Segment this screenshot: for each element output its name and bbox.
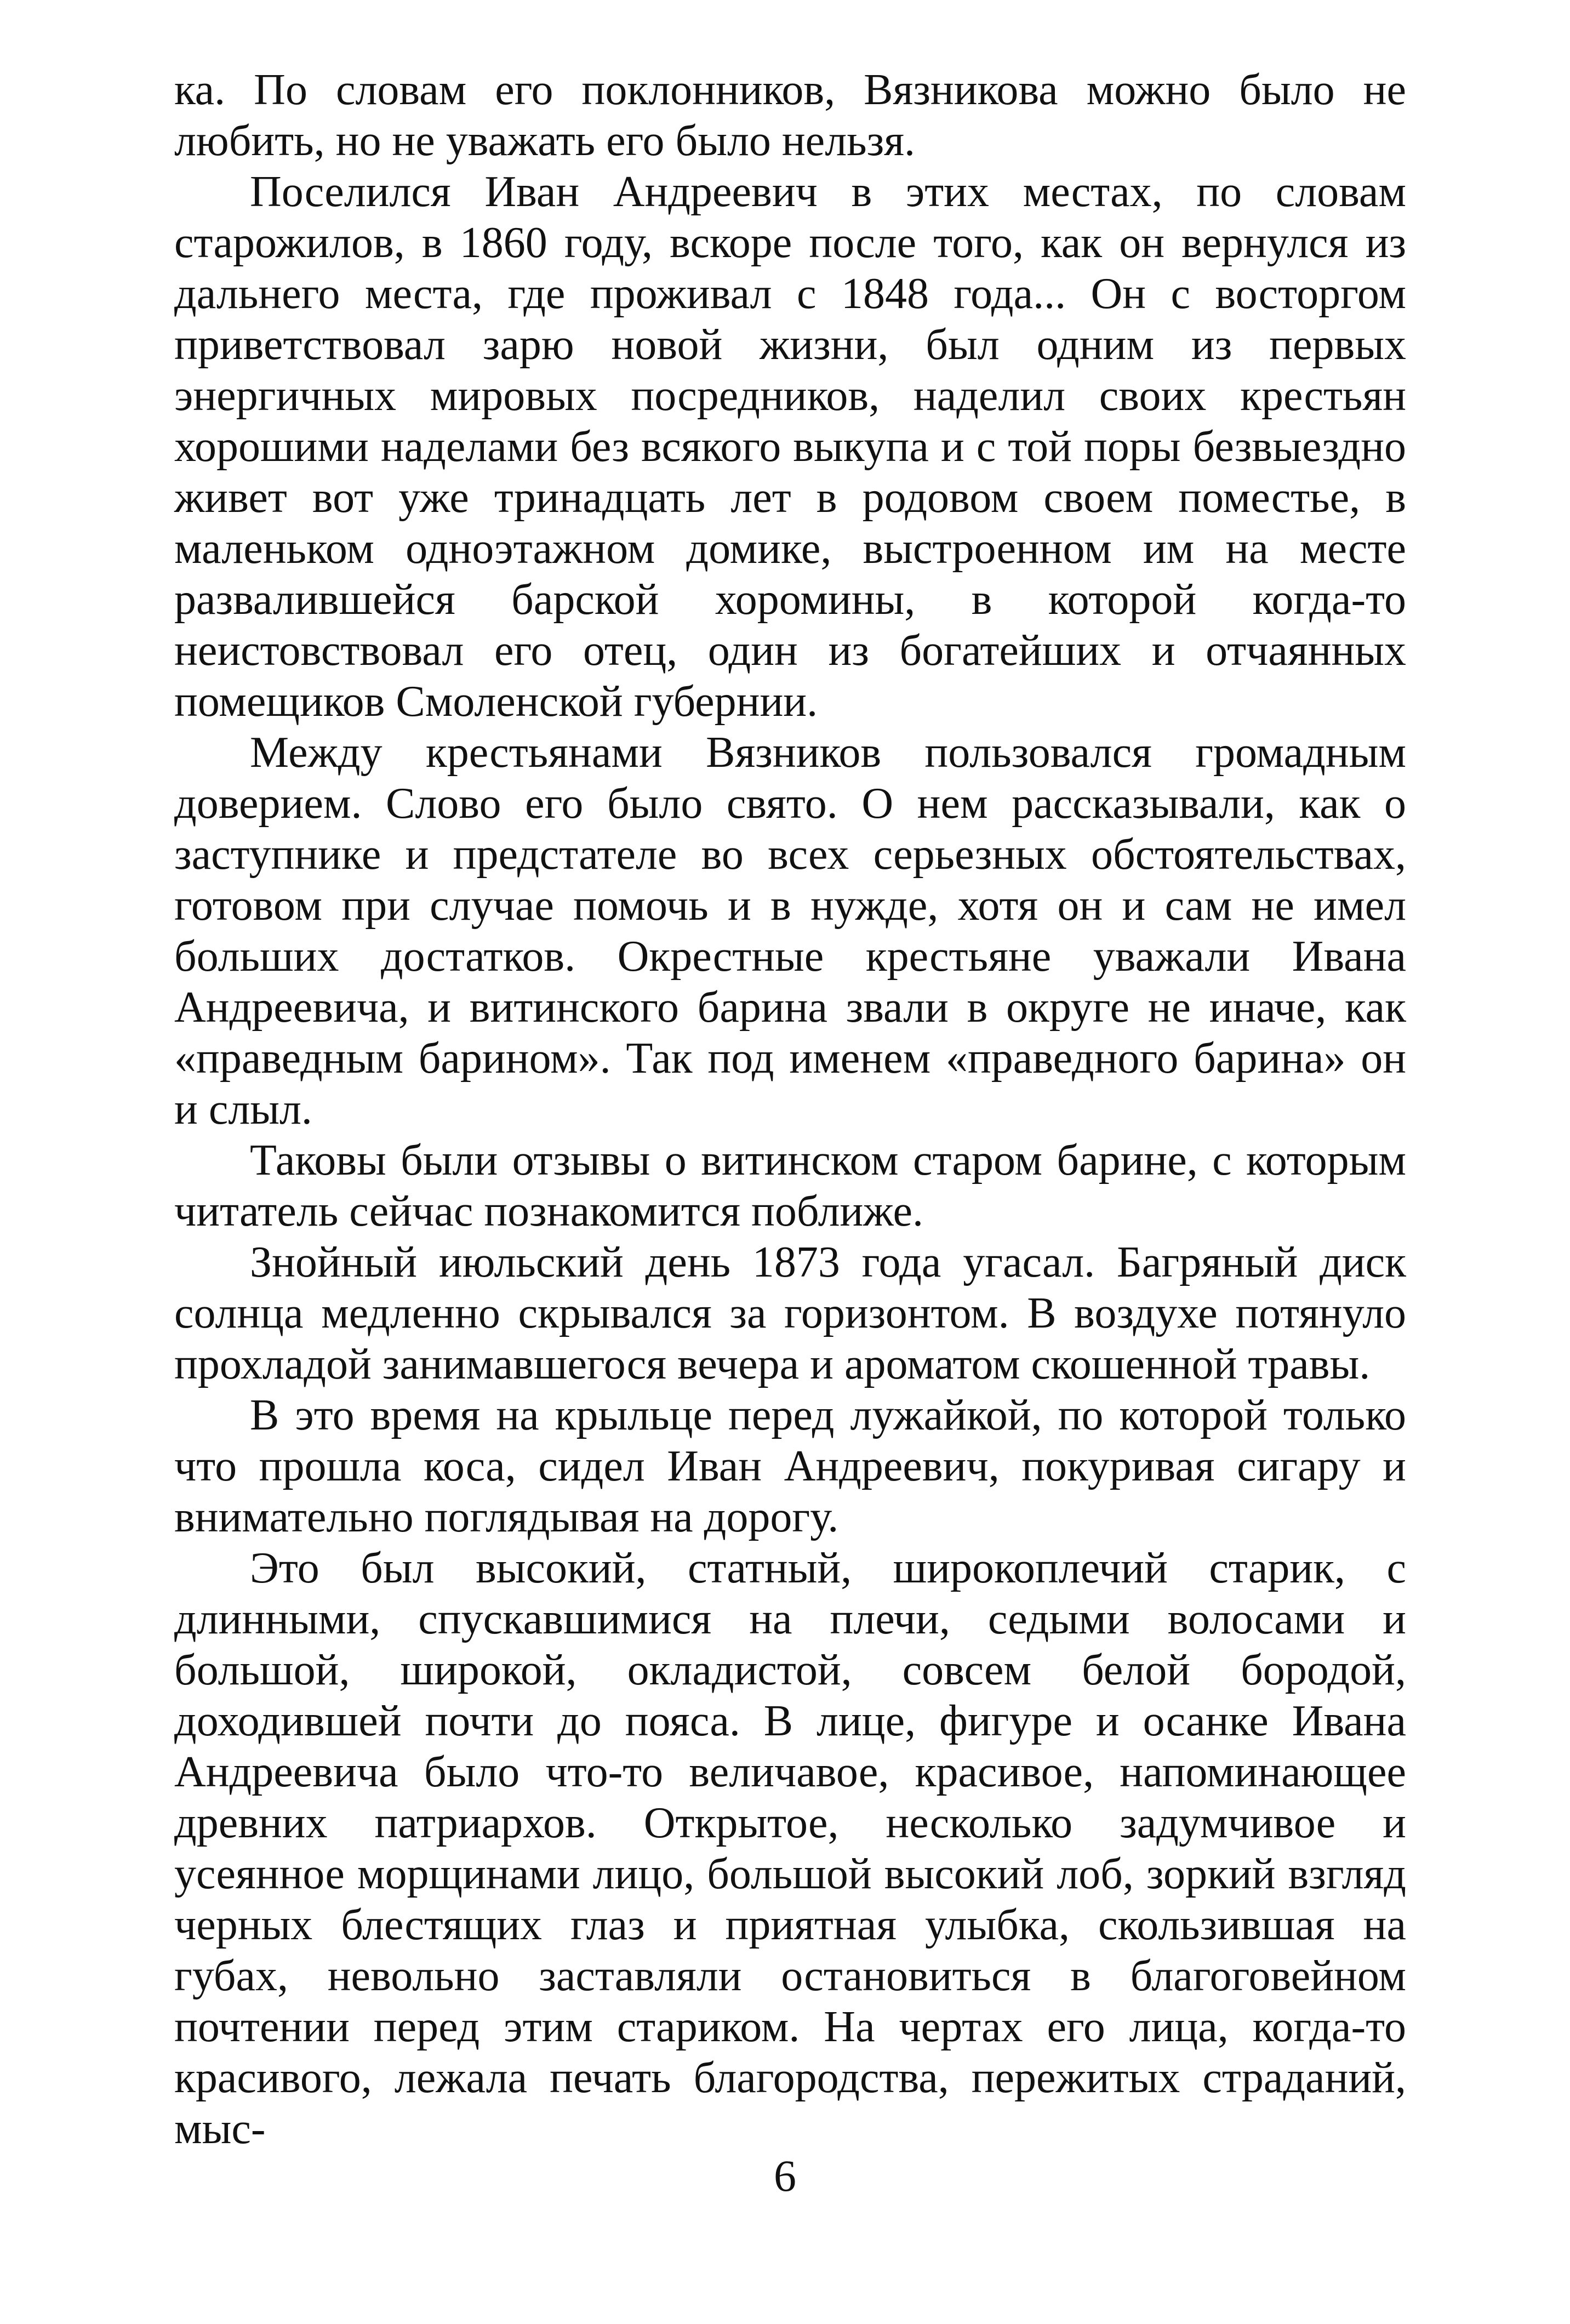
book-page [174,65,1406,2155]
paragraph-peasants-trust: Между крестьянами Вязников пользовался громадным доверием. Слово его было свято. О нем рассказывали, как о заступнике и предстателе во всех серьезных обстоятельствах, готовом при случае помочь и в нужде, хотя он и сам не имел больших достатков. Окрестные крестьяне уважали Ивана Андреевича, и витинского барина звали в округе не иначе, как «праведным барином». Так под именем «праведного барина» он и слыл. [174,728,1406,1133]
paragraph-july-evening: Знойный июльский день 1873 года угасал. Багряный диск солнца медленно скрывался за горизонтом. В воздухе потянуло прохладой занимавшегося вечера и ароматом скошенной травы. [174,1238,1406,1388]
page-number: 6 [774,2151,796,2201]
paragraph-porch: В это время на крыльце перед лужайкой, по которой только что прошла коса, сидел Иван Андреевич, покуривая сигару и внимательно поглядывая на дорогу. [174,1391,1406,1541]
paragraph-continuation: ка. По словам его поклонников, Вязникова можно было не любить, но не уважать его было нельзя. [174,66,1406,165]
paragraph-portrait: Это был высокий, статный, широкоплечий старик, с длинными, спускавшимися на плечи, седыми волосами и большой, широкой, окладистой, совсем белой бородой, доходившей почти до пояса. В лице, фигуре и осанке Ивана Андреевича было что-то величавое, красивое, напоминающее древних патриархов. Открытое, несколько задумчивое и усеянное морщинами лицо, большой высокий лоб, зоркий взгляд черных блестящих глаз и приятная улыбка, скользившая на губах, невольно заставляли остановиться в благоговейном почтении перед этим стариком. На чертах его лица, когда-то красивого, лежала печать благородства, пережитых страданий, мыс- [174,1544,1406,2153]
paragraph-settlement: Поселился Иван Андреевич в этих местах, по словам старожилов, в 1860 году, вскоре после того, как он вернулся из дальнего места, где проживал с 1848 года... Он с восторгом приветствовал зарю новой жизни, был одним из первых энергичных мировых посредников, наделил своих крестьян хорошими наделами без всякого выкупа и с той поры безвыездно живет вот уже тринадцать лет в родовом своем поместье, в маленьком одноэтажном домике, выстроенном им на месте развалившейся барской хоромины, в которой когда-то неистовствовал его отец, один из богатейших и отчаянных помещиков Смоленской губернии. [174,168,1406,726]
paragraph-reviews: Таковы были отзывы о витинском старом барине, с которым читатель сейчас познакомится поближе. [174,1136,1406,1235]
